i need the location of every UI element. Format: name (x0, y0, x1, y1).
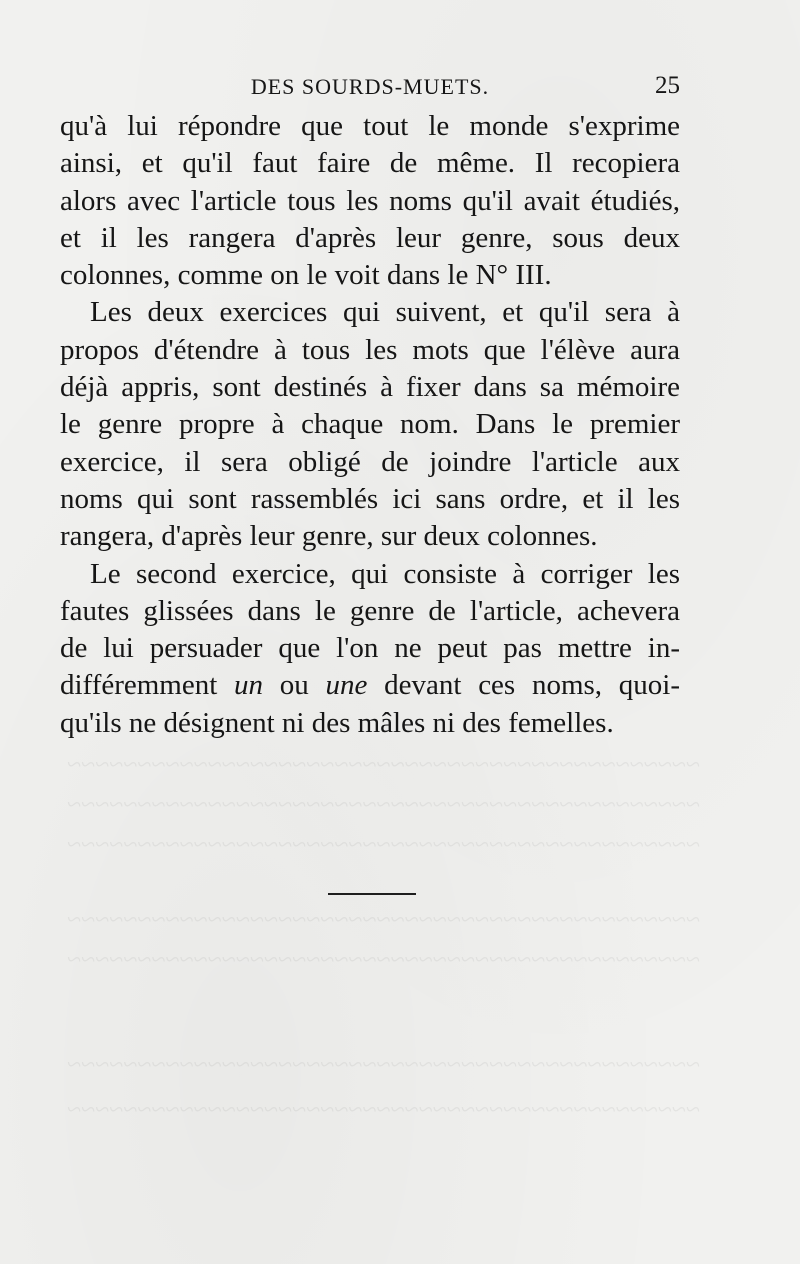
paragraph-3 (60, 556, 680, 742)
section-end-rule (328, 893, 416, 895)
paragraph-2 (60, 294, 680, 555)
text-line: Les deux exercices qui suivent, et qu'il sera à (90, 296, 680, 329)
text-line: qu'à lui répondre que tout le monde s'exprime (60, 110, 680, 142)
text-run: différemment (60, 669, 235, 702)
text-line: propos d'étendre à tous les mots que l'élève aura (60, 333, 680, 366)
text-line: de lui persuader que l'on ne peut pas mettre in- (60, 632, 680, 665)
paragraph-1 (60, 108, 680, 294)
show-through-texture: ~~~~~~~~~~~~~~~~~~~~~~~~~~~~~~~~~~~~~~~~~~~~~ (67, 790, 700, 819)
text-run: devant ces noms, quoi- (367, 669, 681, 702)
text-run: ou (263, 669, 326, 702)
text-line: déjà appris, sont destinés à fixer dans sa mémoire (60, 371, 680, 404)
text-line: et il les rangera d'après leur genre, sous deux (60, 221, 680, 254)
text-line: le genre propre à chaque nom. Dans le premier (60, 408, 680, 441)
text-line: alors avec l'article tous les noms qu'il avait étudiés, (60, 184, 680, 217)
text-line-with-italics (60, 667, 680, 704)
show-through-texture: ~~~~~~~~~~~~~~~~~~~~~~~~~~~~~~~~~~~~~~~~~~~~~ (67, 750, 700, 779)
italic-word: une (325, 669, 368, 702)
page-number: 25 (655, 72, 680, 99)
running-title: DES SOURDS-MUETS. (250, 74, 490, 99)
show-through-texture: ~~~~~~~~~~~~~~~~~~~~~~~~~~~~~~~~~~~~~~~~~~~~~ (67, 1050, 700, 1079)
show-through-texture: ~~~~~~~~~~~~~~~~~~~~~~~~~~~~~~~~~~~~~~~~~~~~~ (67, 945, 700, 974)
show-through-texture: ~~~~~~~~~~~~~~~~~~~~~~~~~~~~~~~~~~~~~~~~~~~~~ (67, 830, 700, 859)
text-line: exercice, il sera obligé de joindre l'article aux (60, 445, 680, 478)
body-text (60, 108, 680, 742)
text-line: Le second exercice, qui consiste à corriger les (90, 557, 680, 590)
text-line: qu'ils ne désignent ni des mâles ni des femelles. (60, 706, 614, 739)
show-through-texture: ~~~~~~~~~~~~~~~~~~~~~~~~~~~~~~~~~~~~~~~~~~~~~ (67, 905, 700, 934)
text-line: noms qui sont rassemblés ici sans ordre, et il les (60, 482, 680, 515)
show-through-texture: ~~~~~~~~~~~~~~~~~~~~~~~~~~~~~~~~~~~~~~~~~~~~~ (67, 1095, 700, 1124)
text-line: fautes glissées dans le genre de l'article, achevera (60, 594, 680, 627)
text-line: rangera, d'après leur genre, sur deux colonnes. (60, 520, 598, 553)
page-header (60, 70, 680, 104)
text-line: colonnes, comme on le voit dans le N° III. (60, 259, 552, 292)
text-line: ainsi, et qu'il faut faire de même. Il recopiera (60, 147, 680, 180)
italic-word: un (234, 669, 264, 702)
